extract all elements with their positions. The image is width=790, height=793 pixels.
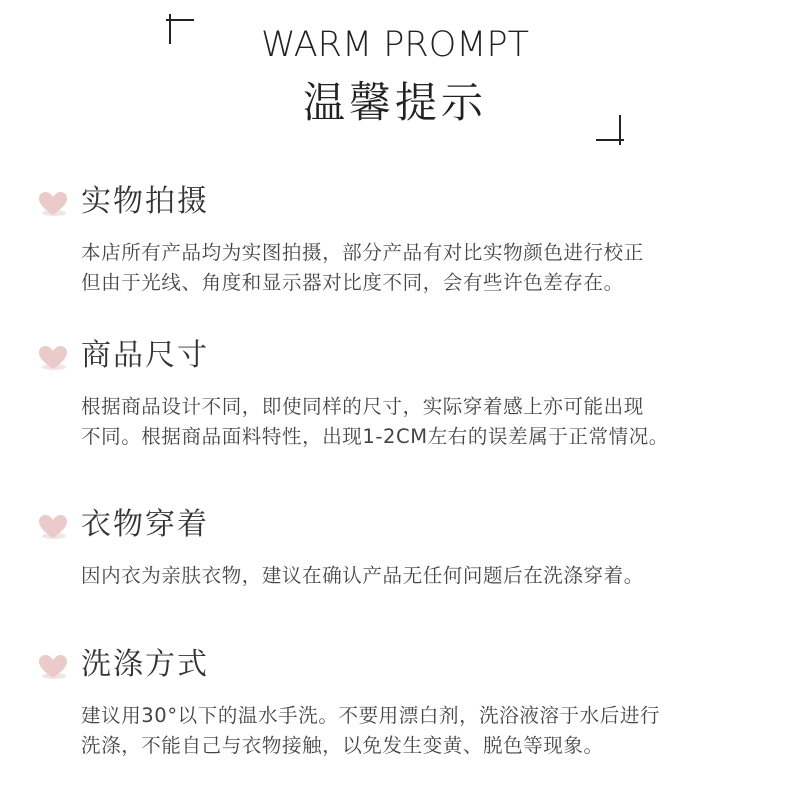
section-body (81, 392, 731, 452)
section-body (81, 561, 731, 591)
title-chinese: 温馨提示 (302, 78, 487, 127)
section-title: 洗涤方式 (81, 647, 209, 682)
section-title: 衣物穿着 (81, 507, 209, 542)
section-text-line: 因内衣为亲肤衣物，建议在确认产品无任何问题后在洗涤穿着。 (81, 564, 644, 587)
section-text-line: 但由于光线、角度和显示器对比度不同，会有些许色差存在。 (81, 271, 624, 294)
section-text-line: 根据商品设计不同，即使同样的尺寸，实际穿着感上亦可能出现 (81, 395, 644, 418)
section-body (81, 701, 731, 761)
title-english: WARM PROMPT (261, 25, 529, 65)
heart-icon (38, 654, 68, 680)
heart-icon (38, 191, 68, 217)
section-text-line: 本店所有产品均为实图拍摄，部分产品有对比实物颜色进行校正 (81, 241, 644, 264)
section-title: 商品尺寸 (81, 338, 209, 373)
heart-icon (38, 345, 68, 371)
section-title: 实物拍摄 (81, 184, 209, 219)
section-body (81, 238, 731, 298)
heart-icon (38, 514, 68, 540)
section-text-line: 不同。根据商品面料特性，出现1-2CM左右的误差属于正常情况。 (81, 425, 669, 448)
section-text-line: 洗涤，不能自己与衣物接触，以免发生变黄、脱色等现象。 (81, 734, 604, 757)
section-text-line: 建议用30°以下的温水手洗。不要用漂白剂，洗浴液溶于水后进行 (81, 704, 661, 727)
